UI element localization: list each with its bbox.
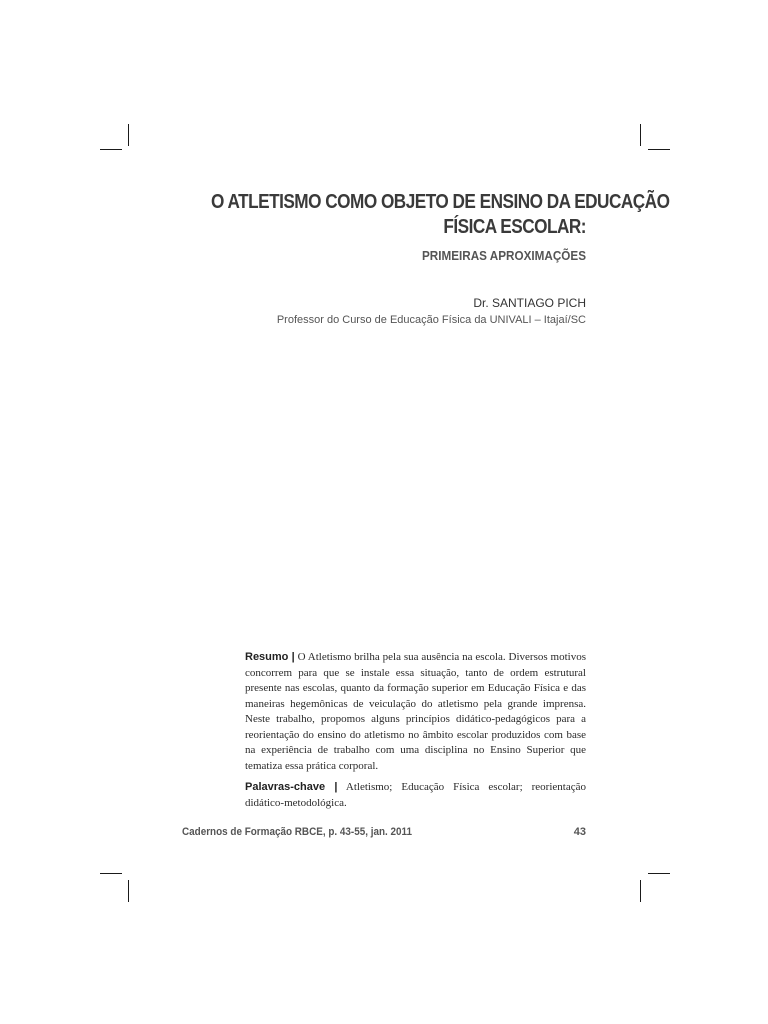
crop-mark — [100, 873, 122, 874]
keywords-text: Atletismo; Educação Física escolar; reorientação didático-metodológica. — [245, 781, 586, 809]
crop-mark — [128, 124, 129, 146]
abstract-section — [245, 650, 586, 811]
journal-citation: Cadernos de Formação RBCE, p. 43-55, jan. 2011 — [182, 826, 412, 838]
article-title-block — [150, 190, 670, 263]
page-number: 43 — [573, 826, 586, 838]
crop-mark — [100, 149, 122, 150]
author-name: Dr. SANTIAGO PICH — [473, 296, 586, 310]
article-title-line-2: FÍSICA ESCOLAR: — [443, 216, 586, 238]
crop-mark — [648, 149, 670, 150]
article-subtitle: PRIMEIRAS APROXIMAÇÕES — [421, 248, 586, 263]
crop-mark — [128, 880, 129, 902]
crop-mark — [640, 124, 641, 146]
abstract-text: O Atletismo brilha pela sua ausência na escola. Diversos motivos concorrem para que se instale essa situação, tanto de ordem estrutural presente nas escolas, quanto da formação superior em Educação Física e das maneiras hegemônicas de veiculação do atletismo pela grande imprensa. Neste trabalho, propomos alguns princípios didático-pedagógicos para a reorientação do ensino do atletismo no âmbito escolar produzidos com base na experiência de trabalho com uma disciplina no Ensino Superior que tematiza essa prática corporal. — [245, 651, 586, 772]
keywords-paragraph — [245, 780, 586, 811]
crop-mark — [648, 873, 670, 874]
page-footer — [182, 826, 586, 838]
abstract-label: Resumo | — [245, 651, 295, 663]
author-affiliation: Professor do Curso de Educação Física da UNIVALI – Itajaí/SC — [276, 314, 586, 326]
keywords-label: Palavras-chave | — [245, 781, 338, 793]
article-title-line-1: O ATLETISMO COMO OBJETO DE ENSINO DA EDUCAÇÃO — [211, 191, 670, 213]
abstract-paragraph — [245, 650, 586, 774]
crop-mark — [640, 880, 641, 902]
